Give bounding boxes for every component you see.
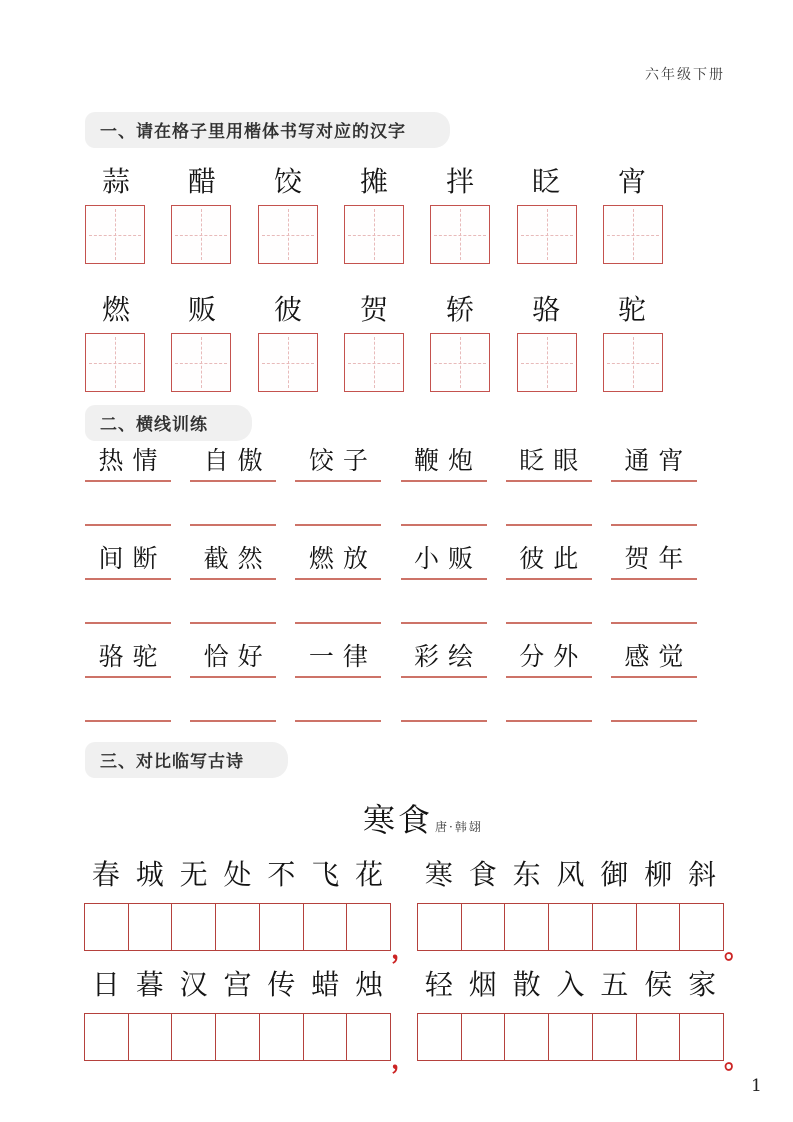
practice-grid-cell xyxy=(85,205,145,264)
practice-blank-line xyxy=(611,592,697,624)
poem-character: 日 xyxy=(91,968,120,1001)
practice-strip xyxy=(84,1013,391,1061)
practice-blank-line xyxy=(611,494,697,526)
poem-character: 烛 xyxy=(355,968,384,1001)
practice-word: 通宵 xyxy=(611,444,697,482)
practice-grid-cell xyxy=(344,333,404,392)
practice-strip xyxy=(417,1013,724,1061)
practice-strip-cell xyxy=(505,904,549,950)
practice-word: 小贩 xyxy=(401,542,487,580)
grid-guide-horizontal xyxy=(434,363,486,364)
poem-character: 城 xyxy=(135,858,164,891)
practice-strip-cell xyxy=(85,1014,129,1060)
practice-grid-cell xyxy=(517,205,577,264)
practice-word: 恰好 xyxy=(190,640,276,678)
blank-line-row xyxy=(85,494,697,526)
practice-strip-cell xyxy=(418,904,462,950)
practice-grid-cell xyxy=(258,333,318,392)
practice-strip-cell xyxy=(680,1014,723,1060)
poem-practice-row xyxy=(84,903,751,965)
punctuation-period: 。 xyxy=(724,1045,751,1075)
practice-blank-line xyxy=(85,592,171,624)
poem-practice-block xyxy=(84,855,750,1075)
practice-strip-cell xyxy=(172,904,216,950)
practice-strip-cell xyxy=(304,1014,348,1060)
hanzi-label: 饺 xyxy=(273,165,302,198)
practice-blank-line xyxy=(401,690,487,722)
poem-character: 寒 xyxy=(424,858,453,891)
poem-character: 柳 xyxy=(644,858,673,891)
practice-blank-line xyxy=(85,494,171,526)
poem-text-row xyxy=(84,965,750,1007)
practice-word: 饺子 xyxy=(295,444,381,482)
practice-strip-cell xyxy=(129,904,173,950)
practice-word: 分外 xyxy=(506,640,592,678)
practice-strip-cell xyxy=(304,904,348,950)
poem-character: 飞 xyxy=(311,858,340,891)
poem-half-line xyxy=(417,855,724,897)
practice-word: 间断 xyxy=(85,542,171,580)
practice-blank-line xyxy=(190,592,276,624)
practice-word: 贺年 xyxy=(611,542,697,580)
practice-blank-line xyxy=(190,494,276,526)
hanzi-label: 贩 xyxy=(187,293,216,326)
practice-strip-cell xyxy=(637,904,681,950)
blank-line-row xyxy=(85,690,697,722)
grid-guide-horizontal xyxy=(89,235,141,236)
practice-strip-cell xyxy=(593,904,637,950)
practice-word: 眨眼 xyxy=(506,444,592,482)
hanzi-label-row xyxy=(85,164,663,200)
practice-word: 热情 xyxy=(85,444,171,482)
practice-strip-cell xyxy=(260,904,304,950)
book-edition-label: 六年级下册 xyxy=(645,67,725,83)
practice-grid-cell xyxy=(85,333,145,392)
practice-grid-cell xyxy=(430,333,490,392)
practice-grid-cell xyxy=(171,333,231,392)
practice-word: 骆驼 xyxy=(85,640,171,678)
grid-guide-horizontal xyxy=(521,235,573,236)
grid-guide-horizontal xyxy=(262,235,314,236)
practice-strip-cell xyxy=(172,1014,216,1060)
grid-guide-horizontal xyxy=(607,363,659,364)
grid-guide-horizontal xyxy=(521,363,573,364)
punctuation-comma: ， xyxy=(391,1045,418,1075)
practice-strip-cell xyxy=(462,904,506,950)
poem-half-line xyxy=(84,965,391,1007)
section2-word-practice-block xyxy=(85,444,697,722)
poem-character: 东 xyxy=(512,858,541,891)
practice-word: 彼此 xyxy=(506,542,592,580)
hanzi-label: 蒜 xyxy=(101,165,130,198)
practice-blank-line xyxy=(85,690,171,722)
practice-strip-cell xyxy=(216,1014,260,1060)
poem-title-block xyxy=(363,795,483,841)
hanzi-label: 骆 xyxy=(531,293,560,326)
poem-character: 入 xyxy=(556,968,585,1001)
practice-strip-cell xyxy=(549,1014,593,1060)
practice-blank-line xyxy=(401,592,487,624)
hanzi-label: 贺 xyxy=(359,293,388,326)
practice-blank-line xyxy=(295,592,381,624)
practice-strip-cell xyxy=(129,1014,173,1060)
practice-word: 自傲 xyxy=(190,444,276,482)
practice-blank-line xyxy=(506,592,592,624)
practice-blank-line xyxy=(401,494,487,526)
poem-character: 烟 xyxy=(468,968,497,1001)
poem-character: 春 xyxy=(91,858,120,891)
practice-grid-cell xyxy=(517,333,577,392)
poem-character: 侯 xyxy=(644,968,673,1001)
grid-guide-horizontal xyxy=(607,235,659,236)
practice-strip xyxy=(84,903,391,951)
hanzi-label: 眨 xyxy=(531,165,560,198)
practice-blank-line xyxy=(190,690,276,722)
practice-strip-cell xyxy=(85,904,129,950)
practice-grid-cell xyxy=(344,205,404,264)
poem-character: 五 xyxy=(600,968,629,1001)
poem-character: 御 xyxy=(600,858,629,891)
punctuation-period: 。 xyxy=(724,935,751,965)
practice-grid-cell xyxy=(603,205,663,264)
grid-guide-horizontal xyxy=(175,363,227,364)
practice-blank-line xyxy=(295,690,381,722)
practice-grid-cell xyxy=(603,333,663,392)
practice-grid-cell xyxy=(258,205,318,264)
grid-guide-horizontal xyxy=(175,235,227,236)
practice-blank-line xyxy=(506,690,592,722)
poem-character: 不 xyxy=(267,858,296,891)
section3-title: 三、对比临写古诗 xyxy=(85,742,288,778)
practice-grid-cell xyxy=(171,205,231,264)
practice-strip-cell xyxy=(637,1014,681,1060)
blank-line-row xyxy=(85,592,697,624)
section1-title: 一、请在格子里用楷体书写对应的汉字 xyxy=(85,112,450,148)
practice-strip-cell xyxy=(462,1014,506,1060)
hanzi-label: 燃 xyxy=(101,293,130,326)
section1-hanzi-practice-block xyxy=(85,164,663,420)
punct-spacer xyxy=(724,855,750,897)
punct-spacer xyxy=(391,855,417,897)
word-row xyxy=(85,444,697,482)
practice-blank-line xyxy=(506,494,592,526)
hanzi-label: 轿 xyxy=(445,293,474,326)
poem-character: 汉 xyxy=(179,968,208,1001)
word-row xyxy=(85,640,697,678)
poem-character: 斜 xyxy=(688,858,717,891)
page-number: 1 xyxy=(751,1076,762,1096)
hanzi-grid-row xyxy=(85,205,663,264)
practice-word: 彩绘 xyxy=(401,640,487,678)
hanzi-label: 醋 xyxy=(187,165,216,198)
grid-guide-horizontal xyxy=(89,363,141,364)
hanzi-label: 宵 xyxy=(617,165,646,198)
word-row xyxy=(85,542,697,580)
punct-spacer xyxy=(391,965,417,1007)
practice-strip-cell xyxy=(593,1014,637,1060)
hanzi-label: 摊 xyxy=(359,165,388,198)
practice-strip-cell xyxy=(680,904,723,950)
grid-guide-horizontal xyxy=(262,363,314,364)
poem-character: 轻 xyxy=(424,968,453,1001)
poem-character: 传 xyxy=(267,968,296,1001)
poem-character: 蜡 xyxy=(311,968,340,1001)
practice-word: 一律 xyxy=(295,640,381,678)
punctuation-comma: ， xyxy=(391,935,418,965)
grid-guide-horizontal xyxy=(348,235,400,236)
poem-title: 寒食 xyxy=(363,801,434,839)
poem-character: 家 xyxy=(688,968,717,1001)
poem-character: 风 xyxy=(556,858,585,891)
practice-strip-cell xyxy=(260,1014,304,1060)
poem-text-row xyxy=(84,855,750,897)
poem-half-line xyxy=(417,965,724,1007)
poem-character: 食 xyxy=(468,858,497,891)
section2-title: 二、横线训练 xyxy=(85,405,252,441)
hanzi-label: 拌 xyxy=(445,165,474,198)
grid-guide-horizontal xyxy=(348,363,400,364)
poem-character: 暮 xyxy=(135,968,164,1001)
poem-character: 无 xyxy=(179,858,208,891)
hanzi-label-row xyxy=(85,292,663,328)
practice-word: 截然 xyxy=(190,542,276,580)
punct-spacer xyxy=(724,965,750,1007)
hanzi-label: 彼 xyxy=(273,293,302,326)
practice-strip-cell xyxy=(418,1014,462,1060)
poem-character: 处 xyxy=(223,858,252,891)
practice-word: 鞭炮 xyxy=(401,444,487,482)
hanzi-label: 驼 xyxy=(617,293,646,326)
practice-strip-cell xyxy=(216,904,260,950)
poem-practice-row xyxy=(84,1013,751,1075)
poem-character: 散 xyxy=(512,968,541,1001)
practice-strip-cell xyxy=(549,904,593,950)
grid-guide-horizontal xyxy=(434,235,486,236)
practice-blank-line xyxy=(295,494,381,526)
practice-strip xyxy=(417,903,724,951)
practice-blank-line xyxy=(611,690,697,722)
hanzi-grid-row xyxy=(85,333,663,392)
practice-strip-cell xyxy=(347,1014,390,1060)
practice-strip-cell xyxy=(505,1014,549,1060)
practice-strip-cell xyxy=(347,904,390,950)
poem-half-line xyxy=(84,855,391,897)
practice-grid-cell xyxy=(430,205,490,264)
practice-word: 燃放 xyxy=(295,542,381,580)
poem-character: 花 xyxy=(355,858,384,891)
poem-author: 唐·韩翃 xyxy=(435,820,483,834)
poem-character: 宫 xyxy=(223,968,252,1001)
practice-word: 感觉 xyxy=(611,640,697,678)
